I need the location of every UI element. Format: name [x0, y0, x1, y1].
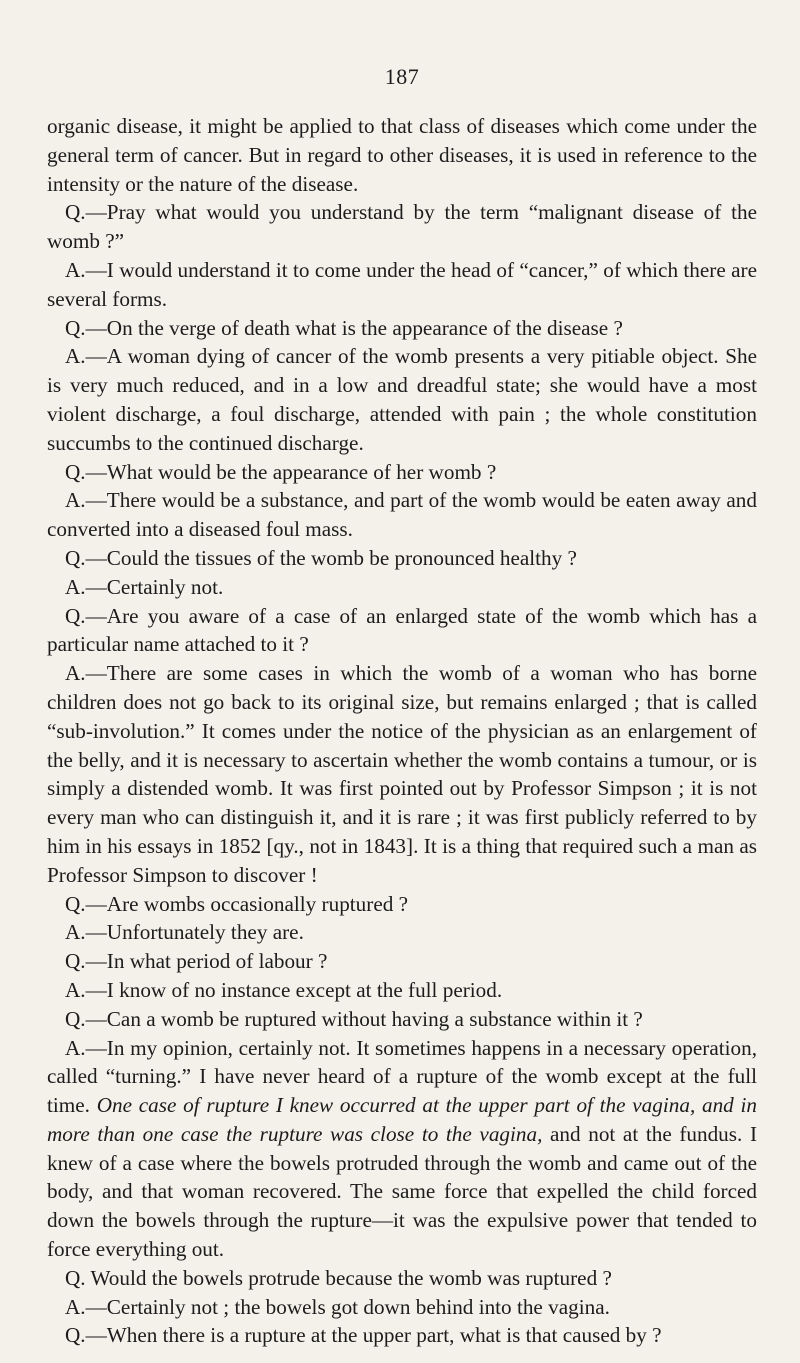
question-paragraph: Q.—Are wombs occasionally ruptured ? [65, 891, 409, 916]
question-paragraph: Q.—Pray what would you understand by the term “malignant disease of the womb ?” [47, 200, 757, 254]
answer-paragraph-with-italic [47, 1034, 757, 1264]
answer-paragraph: A.—There are some cases in which the womb of a woman who has borne children does not go back to its original size, but remains enlarged ; that is called “sub-involution.” It comes under the notice of the physician as an enlargement of the belly, and it is necessary to ascertain whether the womb contains a tumour, or is simply a distended womb. It was first pointed out by Professor Simpson ; it is not every man who can distinguish it, and it is rare ; it was first publicly referred to by him in his essays in 1852 [qy., not in 1843]. It is a thing that required such a man as Professor Simpson to discover ! [47, 661, 757, 887]
answer-text-after: and not at the fundus. I knew of a case where the bowels protruded through the womb and came out of the body, and that woman recovered. The same force that expelled the child forced down the bowels through the rupture—it was the expulsive power that tended to force everything out. [47, 1121, 757, 1262]
question-paragraph: Q.—What would be the appearance of her womb ? [65, 459, 497, 484]
answer-paragraph: A.—I would understand it to come under the head of “cancer,” of which there are several forms. [47, 257, 757, 311]
answer-paragraph: A.—A woman dying of cancer of the womb presents a very pitiable object. She is very much reduced, and in a low and dreadful state; she would have a most violent discharge, a foul discharge, attended with pain ; the whole constitution succumbs to the continued discharge. [47, 344, 757, 455]
italic-emphasis: One case of rupture I knew occurred at the upper part of the vagina, and in more than one case the rupture was close to the vagina, [47, 1093, 757, 1146]
answer-text-before: A.—In my opinion, certainly not. It sometimes happens in a necessary operation, called “turning.” I have never heard of a rupture of the womb except at the full time. [47, 1035, 757, 1118]
answer-paragraph: A.—I know of no instance except at the full period. [65, 977, 503, 1002]
paragraph: organic disease, it might be applied to that class of diseases which come under the general term of cancer. But in regard to other diseases, it is used in reference to the intensity or the nature of the disease. [47, 114, 757, 196]
question-paragraph: Q.—On the verge of death what is the appearance of the disease ? [65, 315, 623, 340]
question-paragraph: Q.—Could the tissues of the womb be pronounced healthy ? [65, 545, 577, 570]
answer-paragraph: A.—Certainly not ; the bowels got down behind into the vagina. [65, 1294, 610, 1319]
question-paragraph: Q.—Are you aware of a case of an enlarged state of the womb which has a particular name attached to it ? [47, 603, 757, 657]
page-number: 187 [384, 64, 420, 89]
question-paragraph: Q.—When there is a rupture at the upper part, what is that caused by ? [65, 1323, 662, 1348]
page-body-text [47, 112, 757, 1350]
question-paragraph: Q. Would the bowels protrude because the womb was ruptured ? [65, 1265, 612, 1290]
answer-paragraph: A.—Certainly not. [65, 574, 224, 599]
question-paragraph: Q.—In what period of labour ? [65, 949, 328, 974]
answer-paragraph: A.—There would be a substance, and part of the womb would be eaten away and converted into a diseased foul mass. [47, 488, 757, 542]
question-paragraph: Q.—Can a womb be ruptured without having a substance within it ? [65, 1006, 643, 1031]
answer-paragraph: A.—Unfortunately they are. [65, 920, 304, 945]
